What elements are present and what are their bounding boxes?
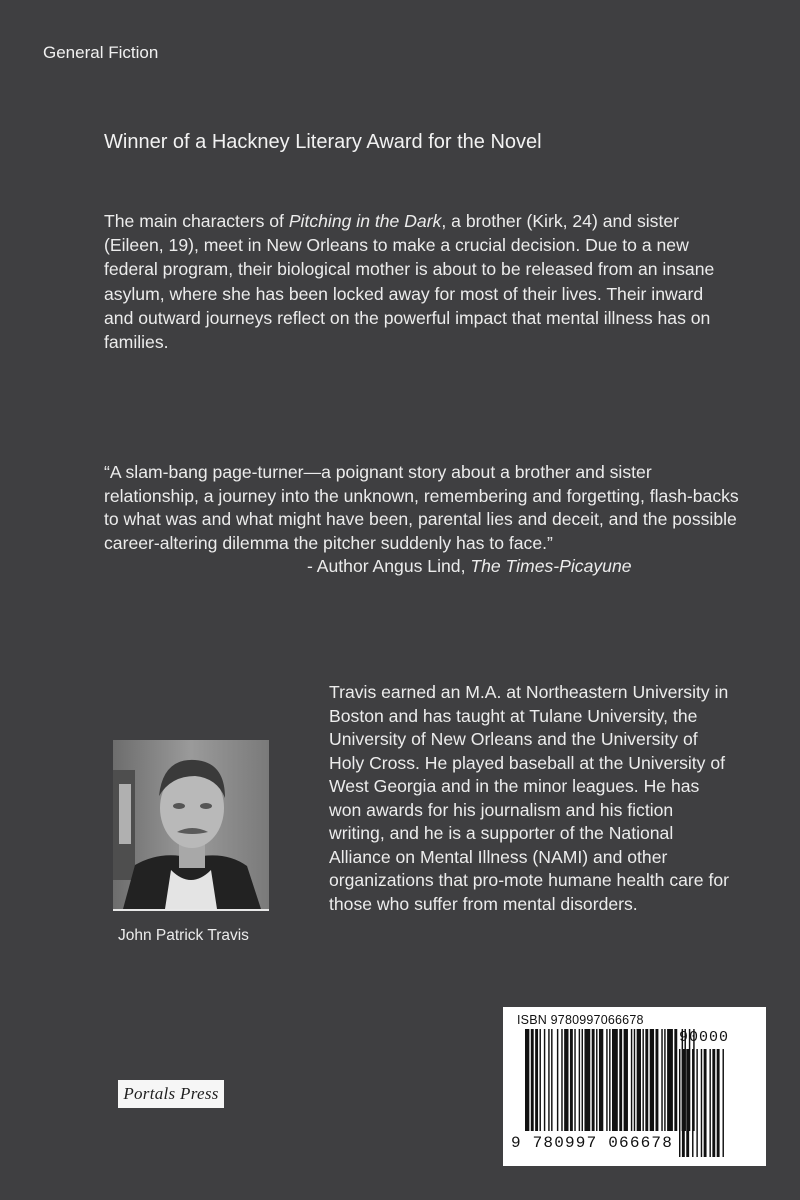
author-bio: Travis earned an M.A. at Northeastern University in Boston and has taught at Tulane University, the University of New Orleans and the University of Holy Cross. He played baseball at the University of West Georgia and in the minor leagues. He has won awards for his journalism and his fiction writing, and he is a supporter of the National Alliance on Mental Illness (NAMI) and other organizations that pro-mote humane health care for those who suffer from mental disorders.: [329, 682, 730, 914]
review-text: “A slam-bang page-turner—a poignant story about a brother and sister relationship, a journey into the unknown, remembering and forgetting, flash-backs to what was and what might have been, parental lies and deceit, and the possible career-altering dilemma the pitcher suddenly has to face.”: [104, 462, 739, 553]
award-line: Winner of a Hackney Literary Award for the Novel: [104, 131, 542, 153]
synopsis-intro: The main characters of: [104, 211, 289, 231]
publisher-logo: Portals Press: [118, 1080, 224, 1108]
isbn-barcode: [503, 1007, 766, 1166]
price-code: 90000: [679, 1029, 730, 1046]
attribution-author: - Author Angus Lind,: [307, 556, 471, 576]
ean-digits: 9 780997 066678: [511, 1134, 674, 1152]
review-quote: [104, 461, 744, 579]
review-attribution: [307, 555, 744, 579]
synopsis-paragraph: [104, 209, 724, 354]
genre-label: General Fiction: [43, 43, 159, 62]
synopsis-body: , a brother (Kirk, 24) and sister (Eileen, 19), meet in New Orleans to make a crucial decision. Due to a new federal program, their biological mother is about to be released from an insane asylum, where she has been locked away for most of their lives. Their inward and outward journeys reflect on the powerful impact that mental illness has on families.: [104, 211, 715, 353]
author-photo: [113, 740, 269, 911]
attribution-publication: The Times-Picayune: [470, 556, 632, 576]
book-title: Pitching in the Dark: [288, 211, 442, 231]
author-portrait-image: [113, 740, 269, 909]
isbn-label: ISBN 9780997066678: [517, 1013, 644, 1027]
author-name-caption: John Patrick Travis: [118, 927, 249, 944]
